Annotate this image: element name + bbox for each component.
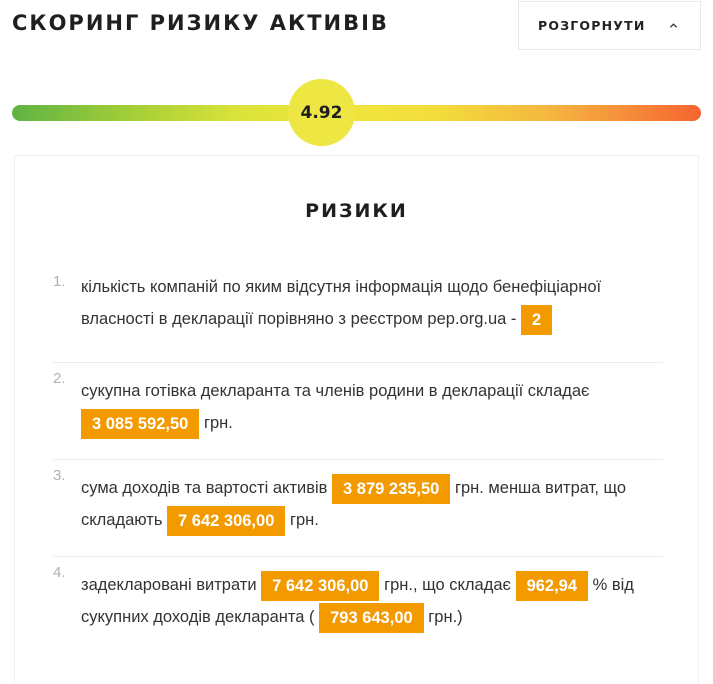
risk-item-text: грн., що складає [384, 576, 511, 594]
risk-item-text: сума доходів та вартості активів [81, 479, 328, 497]
risk-item-number: 3. [53, 467, 66, 484]
risk-item [53, 557, 663, 654]
risk-value-badge: 2 [521, 305, 552, 335]
page-title: СКОРИНГ РИЗИКУ АКТИВІВ [12, 11, 389, 35]
risk-item-text: кількість компаній по яким відсутня інформація щодо бенефіціарної власності в декларації порівняно з реєстром pep.org.ua - [81, 278, 602, 328]
risk-item-text: сукупна готівка декларанта та членів родини в декларації складає [81, 382, 590, 400]
expand-button-label: РОЗГОРНУТИ [538, 18, 646, 33]
risk-item-text: грн. [203, 414, 233, 432]
risk-gauge-bar [12, 102, 701, 123]
risk-score-value: 4.92 [300, 102, 343, 123]
risk-item [53, 460, 663, 557]
risk-item-text: грн.) [428, 608, 463, 626]
expand-button[interactable] [518, 1, 701, 50]
risk-item-text: % від сукупних доходів декларанта ( [81, 576, 634, 626]
risk-item [53, 363, 663, 460]
risk-value-badge: 7 642 306,00 [261, 571, 379, 601]
chevron-up-icon [669, 21, 678, 30]
risk-item-text: грн. [289, 511, 319, 529]
risk-item-text: задекларовані витрати [81, 576, 257, 594]
risk-item-number: 2. [53, 370, 66, 387]
risk-item-text: грн. менша витрат, що складають [81, 479, 627, 529]
risk-score-marker [288, 79, 355, 146]
risks-card [14, 155, 699, 684]
risk-item-number: 4. [53, 564, 66, 581]
risk-value-badge: 3 879 235,50 [332, 474, 450, 504]
risk-value-badge: 3 085 592,50 [81, 409, 199, 439]
risks-heading: РИЗИКИ [305, 200, 408, 222]
risk-value-badge: 962,94 [516, 571, 588, 601]
risk-value-badge: 7 642 306,00 [167, 506, 285, 536]
risk-item-number: 1. [53, 273, 66, 290]
risk-item [53, 266, 663, 363]
risk-value-badge: 793 643,00 [319, 603, 424, 633]
risk-list [53, 266, 663, 654]
